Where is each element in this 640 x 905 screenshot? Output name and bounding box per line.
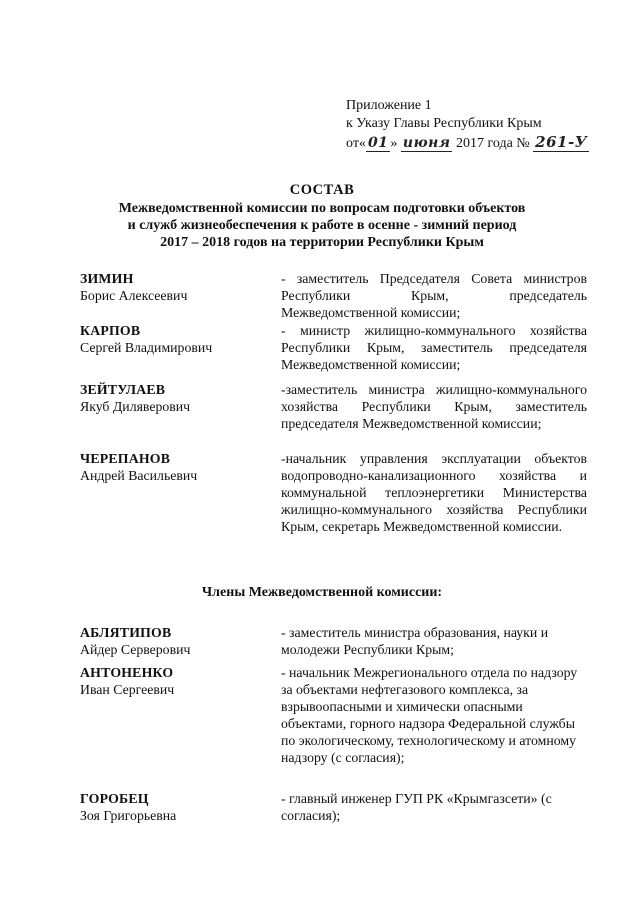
person-name: ЗЕЙТУЛАЕВ Якуб Диляверович bbox=[80, 382, 191, 414]
title-line-1: Межведомственной комиссии по вопросам подготовки объектов bbox=[118, 201, 526, 216]
person-name: АБЛЯТИПОВ Айдер Серверович bbox=[80, 625, 191, 657]
title-line-2: и служб жизнеобеспечения к работе в осенне - зимний период bbox=[127, 218, 517, 233]
person-role: - министр жилищно-коммунального хозяйства Республики Крым, заместитель председателя Межведомственной комиссии; bbox=[281, 323, 587, 372]
handwritten-day: 01 bbox=[367, 135, 389, 151]
person-role: - заместитель министра образования, науки и молодежи Республики Крым; bbox=[281, 625, 549, 657]
handwritten-month: июня bbox=[402, 135, 451, 151]
title-heading: СОСТАВ bbox=[289, 182, 355, 198]
person-role: - начальник Межрегионального отдела по надзору за объектами нефтегазового комплекса, за взрывоопасными и химически опасными объектами, горного надзора Федеральной службы по экологическому, технологическому и атомному надзору (с согласия); bbox=[281, 665, 578, 765]
person-role: - заместитель Председателя Совета министров Республики Крым, председатель Межведомственной комиссии; bbox=[281, 271, 587, 320]
person-role: -начальник управления эксплуатации объектов водопроводно-канализационного хозяйства и коммунальной теплоэнергетики Министерства жилищно-коммунального хозяйства Республики Крым, секретарь Межведомственной комиссии. bbox=[281, 451, 587, 534]
title-line-3: 2017 – 2018 годов на территории Республики Крым bbox=[160, 235, 484, 250]
appendix-header bbox=[346, 97, 589, 153]
person-name: ЗИМИН Борис Алексеевич bbox=[80, 271, 188, 303]
members-heading: Члены Межведомственной комиссии: bbox=[201, 585, 443, 600]
appendix-date-line: от« 01 » июня 2017 года № 261-У bbox=[346, 133, 588, 151]
person-role: - главный инженер ГУП РК «Крымгазсети» (с согласия); bbox=[281, 791, 552, 823]
handwritten-number: 261-У bbox=[535, 133, 588, 151]
person-name: АНТОНЕНКО Иван Сергеевич bbox=[80, 665, 175, 697]
person-name: ЧЕРЕПАНОВ Андрей Васильевич bbox=[80, 451, 198, 483]
person-name: ГОРОБЕЦ Зоя Григорьевна bbox=[80, 791, 177, 823]
person-name: КАРПОВ Сергей Владимирович bbox=[80, 323, 213, 355]
person-role: -заместитель министра жилищно-коммунального хозяйства Республики Крым, заместитель председателя Межведомственной комиссии; bbox=[281, 382, 587, 431]
appendix-number: Приложение 1 bbox=[346, 98, 432, 113]
document-title bbox=[80, 182, 564, 251]
appendix-decree: к Указу Главы Республики Крым bbox=[346, 116, 542, 131]
